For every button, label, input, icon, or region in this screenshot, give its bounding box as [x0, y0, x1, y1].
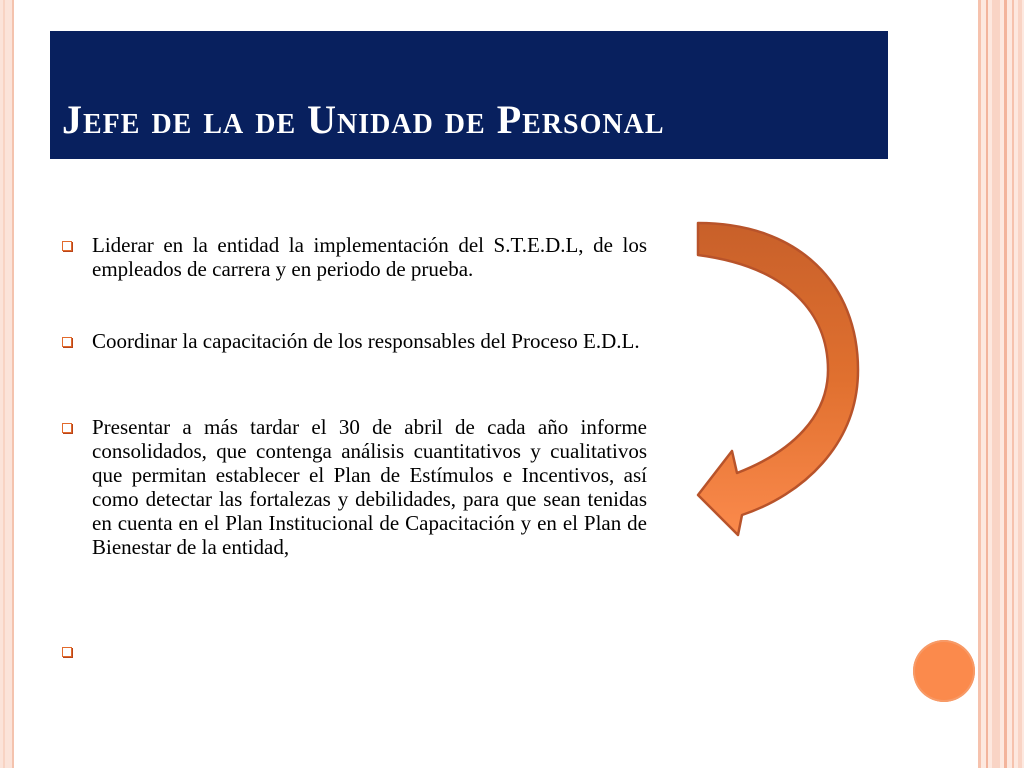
left-frame-border [0, 0, 14, 768]
right-frame-border [978, 0, 1024, 768]
bullet-text: Presentar a más tardar el 30 de abril de cada año informe consolidados, que contenga análisis cuantitativos y cualitativos que permitan establecer el Plan de Estímulos e Incentivos, así como detectar las fortalezas y debilidades, para que sean tenidas en cuenta en el Plan Institucional de Capacitación y en el Plan de Bienestar de la entidad, [92, 415, 647, 559]
square-bullet-icon [62, 423, 72, 433]
bullet-text: Coordinar la capacitación de los responsables del Proceso E.D.L. [92, 329, 640, 353]
bullet-item [62, 233, 647, 329]
bullet-item [62, 329, 647, 415]
bullet-list [62, 233, 647, 639]
slide-title: Jefe de la de Unidad de Personal [62, 97, 665, 142]
square-bullet-icon [62, 337, 72, 347]
square-bullet-icon [62, 647, 72, 657]
curved-arrow-icon [690, 215, 870, 545]
square-bullet-icon [62, 241, 72, 251]
orange-circle-icon [913, 640, 975, 702]
bullet-text: Liderar en la entidad la implementación del S.T.E.D.L, de los empleados de carrera y en periodo de prueba. [92, 233, 647, 281]
bullet-item [62, 415, 647, 639]
